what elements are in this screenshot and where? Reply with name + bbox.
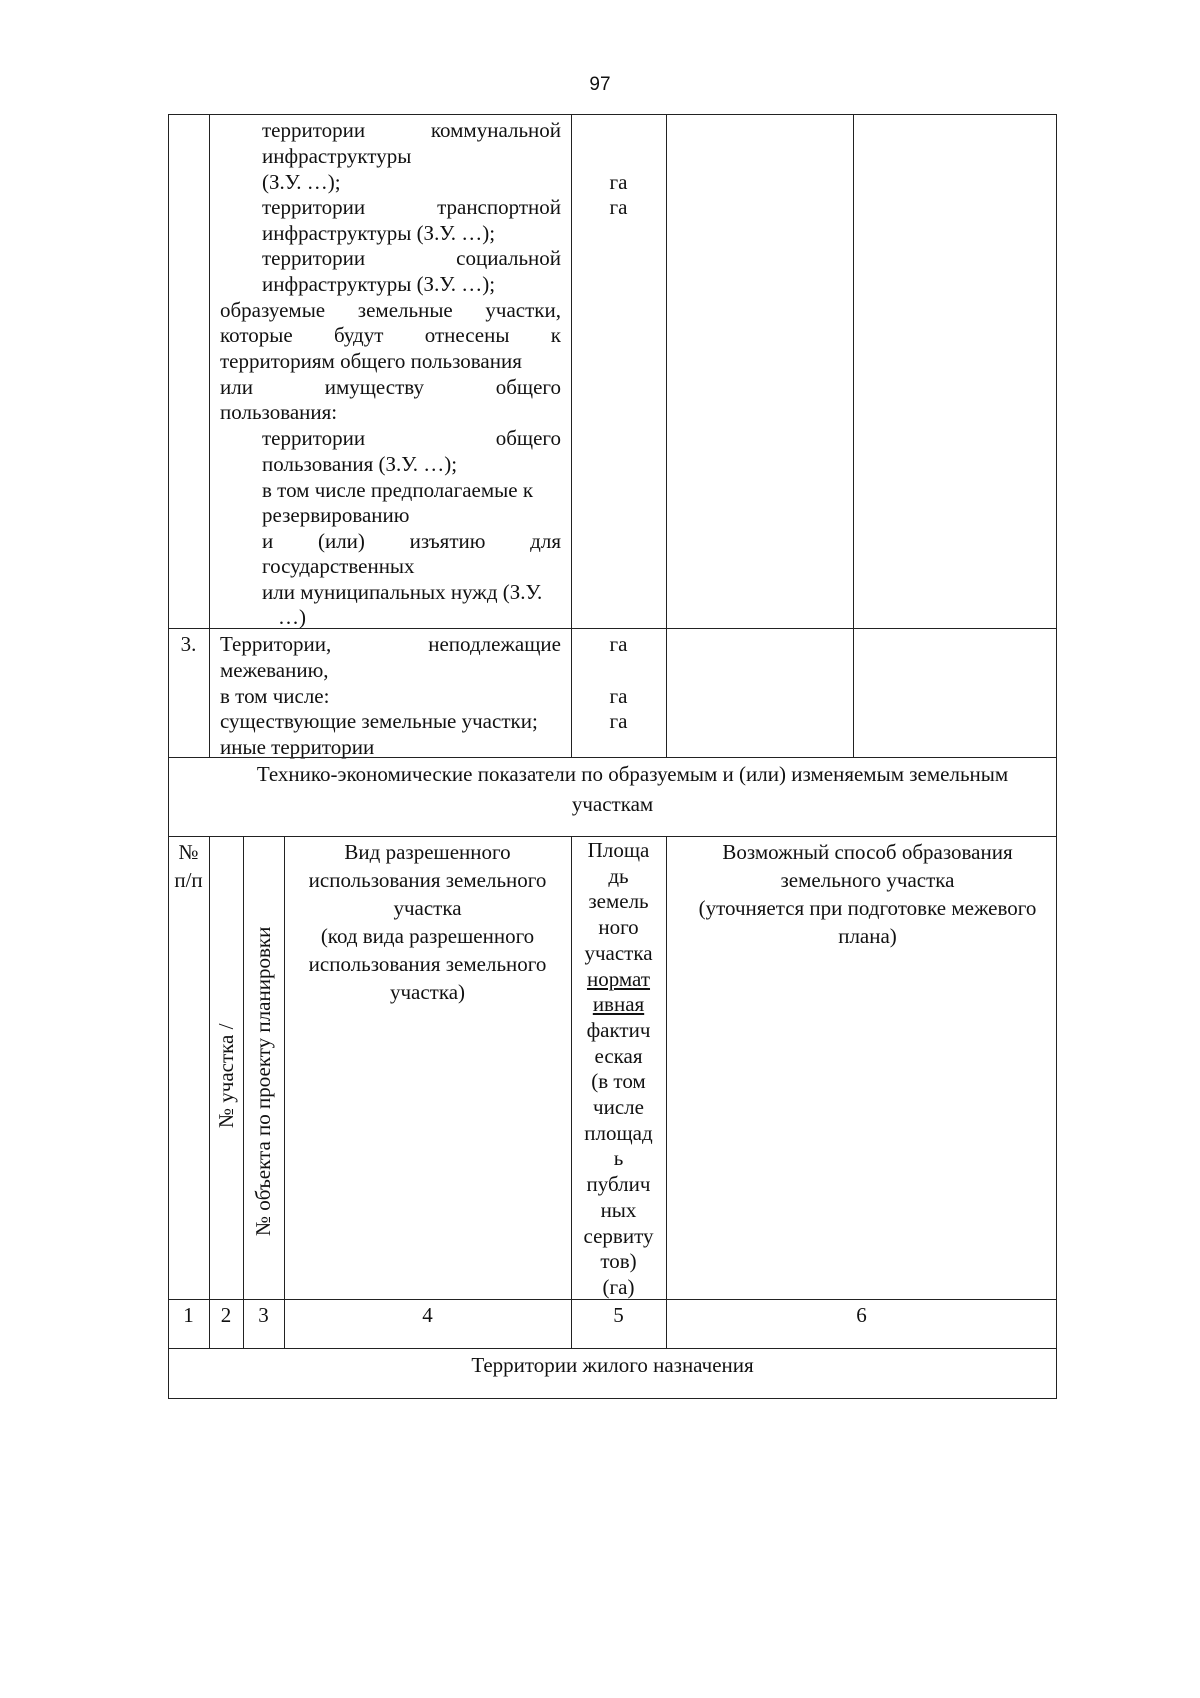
header-use-type-line: (код вида разрешенного bbox=[320, 924, 535, 948]
transport-line-1: территории транспортной bbox=[262, 195, 561, 219]
section-title-line-1: Технико-экономические показатели по образуемым и (или) изменяемым земельным bbox=[256, 762, 1009, 786]
reserve-line-1: в том числе предполагаемые к bbox=[262, 478, 534, 502]
common-line-1: территории общего bbox=[262, 426, 561, 450]
unit-cell: га bbox=[609, 195, 628, 219]
column-number: 5 bbox=[613, 1303, 624, 1327]
unit-cell: га bbox=[609, 632, 628, 656]
formed-line-3: территориям общего пользования bbox=[220, 349, 522, 373]
row-number: 3. bbox=[180, 632, 197, 656]
reserve-line-2: резервированию bbox=[262, 503, 410, 527]
column-number: 2 bbox=[220, 1303, 232, 1327]
page-number: 97 bbox=[589, 74, 611, 95]
formed-line-2: которые будут отнесены к bbox=[220, 323, 561, 347]
reserve-line-4: государственных bbox=[262, 554, 415, 578]
residential-heading: Территории жилого назначения bbox=[471, 1353, 754, 1377]
column-number: 6 bbox=[856, 1303, 867, 1327]
communal-line-1: территории коммунальной bbox=[262, 118, 561, 142]
reserve-line-6: …) bbox=[278, 605, 306, 629]
row3-line-5: иные территории bbox=[220, 735, 375, 759]
header-number: № п/п bbox=[174, 840, 203, 892]
header-use-type bbox=[284, 838, 571, 1006]
header-plot-number: № участка / bbox=[214, 1023, 238, 1128]
reserve-line-5: или муниципальных нужд (З.У. bbox=[262, 580, 543, 604]
unit-cell: га bbox=[609, 684, 628, 708]
communal-line-3: (З.У. …); bbox=[262, 170, 341, 194]
unit-cell: га bbox=[609, 709, 628, 733]
header-use-type-line: Вид разрешенного bbox=[344, 840, 511, 864]
formed-line-1: образуемые земельные участки, bbox=[220, 298, 561, 322]
header-method: Возможный способ образования земельного участка (уточняется при подготовке межевого плана) bbox=[698, 840, 1037, 948]
social-line-2: инфраструктуры (З.У. …); bbox=[262, 272, 496, 296]
communal-line-2: инфраструктуры bbox=[262, 144, 412, 168]
section-title-line-2: участкам bbox=[571, 792, 654, 816]
social-line-1: территории социальной bbox=[262, 246, 561, 270]
unit-cell: га bbox=[609, 170, 628, 194]
header-use-type-line: использования земельного bbox=[308, 868, 547, 892]
common-line-2: пользования (З.У. …); bbox=[262, 452, 458, 476]
row3-line-3: в том числе: bbox=[220, 684, 330, 708]
reserve-line-3: и (или) изъятию для bbox=[262, 529, 561, 553]
transport-line-2: инфраструктуры (З.У. …); bbox=[262, 221, 496, 245]
header-use-type-line: участка bbox=[393, 896, 462, 920]
header-object-number: № объекта по проекту планировки bbox=[251, 926, 275, 1236]
header-use-type-line: участка) bbox=[389, 980, 466, 1004]
header-use-type-line: использования земельного bbox=[308, 952, 547, 976]
formed-line-4: или имуществу общего bbox=[220, 375, 561, 399]
column-number: 4 bbox=[422, 1303, 433, 1327]
column-number: 3 bbox=[258, 1303, 269, 1327]
row3-line-1: Территории, неподлежащие bbox=[220, 632, 561, 656]
row3-line-2: межеванию, bbox=[220, 658, 329, 682]
row3-line-4: существующие земельные участки; bbox=[220, 709, 538, 733]
column-number: 1 bbox=[183, 1303, 194, 1327]
header-area: Площа дь земель ного участка нормат ивная фактич еская (в том числе площад ь публич ных сервиту тов) (га) bbox=[583, 838, 654, 1299]
formed-line-5: пользования: bbox=[220, 400, 338, 424]
